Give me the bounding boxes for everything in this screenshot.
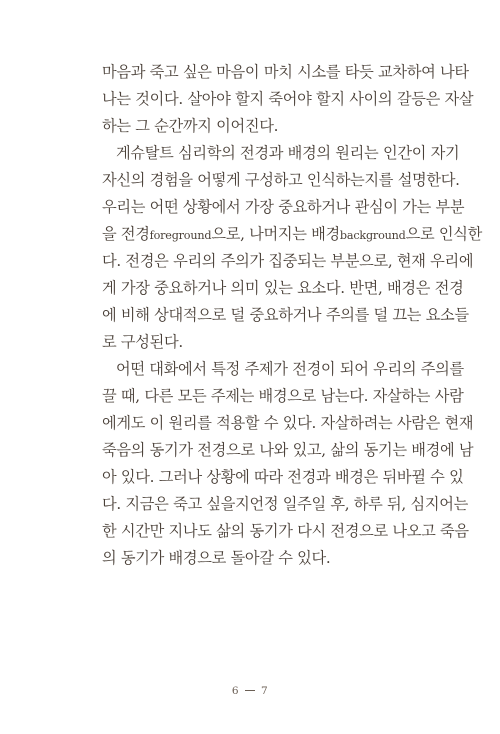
text-line: 로 구성된다. [102, 333, 183, 351]
text-segment: 으로 인식한 [405, 225, 482, 243]
text-line-with-english [102, 222, 482, 248]
text-segment: 을 전경 [102, 225, 150, 243]
paragraph-start-line: 게슈탈트 심리학의 전경과 배경의 원리는 인간이 자기 [116, 144, 460, 162]
folio-left: 6 [231, 685, 239, 697]
text-line: 우리는 어떤 상황에서 가장 중요하거나 관심이 가는 부분 [102, 198, 465, 216]
page-number [0, 685, 500, 697]
text-line: 아 있다. 그러나 상황에 따라 전경과 배경은 뒤바뀔 수 있 [102, 468, 464, 486]
text-line: 다. 전경은 우리의 주의가 집중되는 부분으로, 현재 우리에 [102, 252, 474, 270]
text-line: 하는 그 순간까지 이어진다. [102, 117, 279, 135]
text-line: 에게도 이 원리를 적용할 수 있다. 자살하려는 사람은 현재 [102, 414, 474, 432]
english-term-background: background [339, 229, 406, 242]
english-term-foreground: foreground [149, 229, 212, 242]
text-line: 게 가장 중요하거나 의미 있는 요소다. 반면, 배경은 전경 [102, 279, 464, 297]
text-line: 다. 지금은 죽고 싶을지언정 일주일 후, 하루 뒤, 심지어는 [102, 495, 468, 513]
folio-separator [245, 690, 255, 691]
paragraph-start-line: 어떤 대화에서 특정 주제가 전경이 되어 우리의 주의를 [116, 360, 464, 378]
folio-right: 7 [261, 685, 269, 697]
text-line: 의 동기가 배경으로 돌아갈 수 있다. [102, 549, 331, 567]
text-line: 자신의 경험을 어떻게 구성하고 인식하는지를 설명한다. [102, 171, 460, 189]
text-line: 에 비해 상대적으로 덜 중요하거나 주의를 덜 끄는 요소들 [102, 306, 469, 324]
text-line: 한 시간만 지나도 삶의 동기가 다시 전경으로 나오고 죽음 [102, 522, 469, 540]
text-line: 나는 것이다. 살아야 할지 죽어야 할지 사이의 갈등은 자살 [102, 90, 474, 108]
text-line: 마음과 죽고 싶은 마음이 마치 시소를 타듯 교차하여 나타 [102, 63, 469, 81]
text-line: 끌 때, 다른 모든 주제는 배경으로 남는다. 자살하는 사람 [102, 387, 464, 405]
text-line: 죽음의 동기가 전경으로 나와 있고, 삶의 동기는 배경에 남 [102, 441, 474, 459]
text-segment: 으로, 나머지는 배경 [211, 225, 340, 243]
